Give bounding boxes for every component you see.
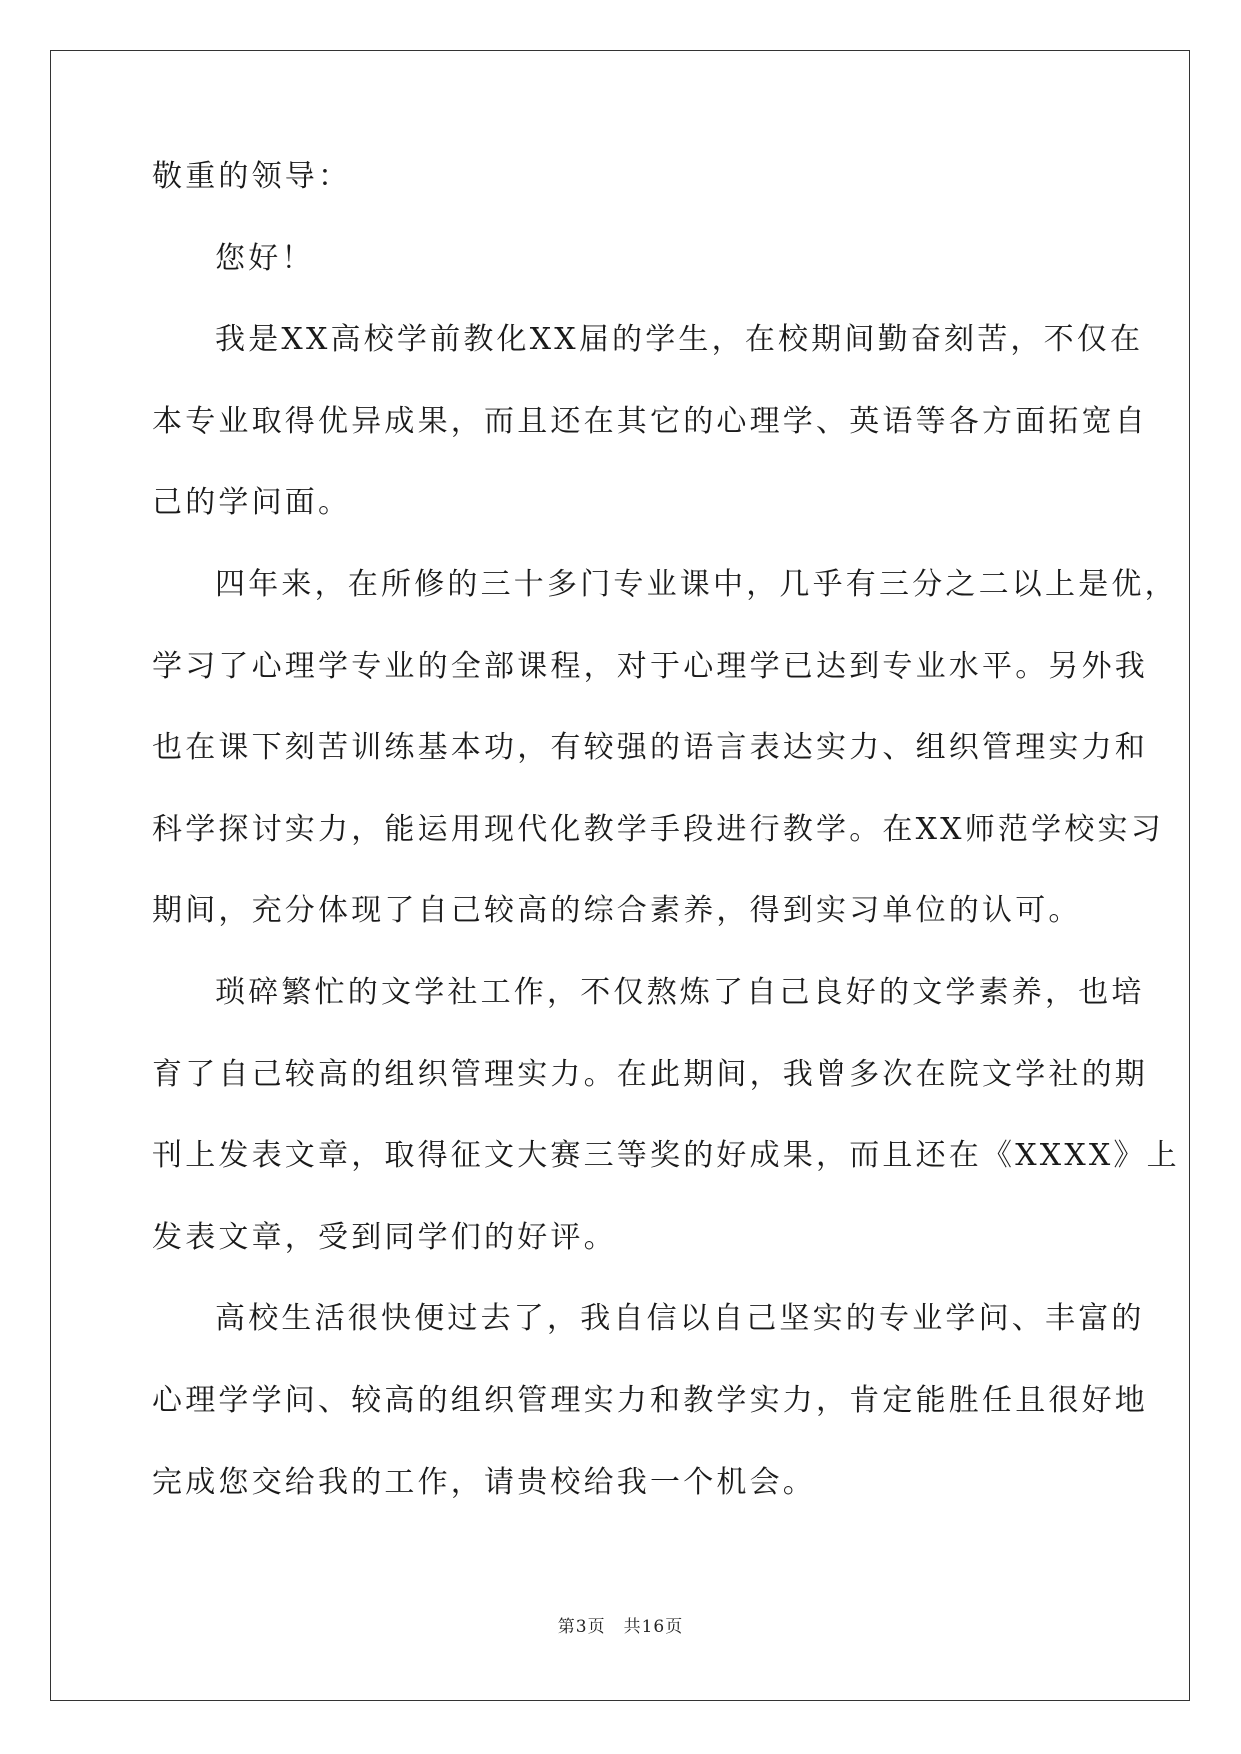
salutation: 敬重的领导： (152, 159, 352, 194)
paragraph-line: 育了自己较高的组织管理实力。在此期间，我曾多次在院文学社的期 (152, 1056, 1148, 1092)
paragraph-line: 刊上发表文章，取得征文大赛三等奖的好成果，而且还在《XXXX》上 (152, 1138, 1180, 1174)
paragraph-line: 发表文章，受到同学们的好评。 (152, 1219, 617, 1255)
paragraph-closing (152, 1301, 1148, 1500)
paragraph-line: 四年来，在所修的三十多门专业课中，几乎有三分之二以上是优， (215, 566, 1178, 602)
paragraph-line: 学习了心理学专业的全部课程，对于心理学已达到专业水平。另外我 (152, 648, 1148, 684)
paragraph-intro (152, 322, 1148, 521)
paragraph-line: 期间，充分体现了自己较高的综合素养，得到实习单位的认可。 (152, 893, 1082, 929)
paragraph-line: 也在课下刻苦训练基本功，有较强的语言表达实力、组织管理实力和 (152, 730, 1148, 766)
paragraph-line: 科学探讨实力，能运用现代化教学手段进行教学。在XX师范学校实习 (152, 811, 1164, 847)
paragraph-line: 本专业取得优异成果，而且还在其它的心理学、英语等各方面拓宽自 (152, 403, 1148, 439)
page-number: 第3页 共16页 (557, 1617, 684, 1637)
greeting: 您好！ (215, 240, 315, 276)
paragraph-line: 心理学学问、较高的组织管理实力和教学实力，肯定能胜任且很好地 (152, 1382, 1148, 1418)
paragraph-line: 完成您交给我的工作，请贵校给我一个机会。 (152, 1464, 816, 1500)
paragraph-academics (152, 566, 1178, 929)
paragraph-line: 我是XX高校学前教化XX届的学生，在校期间勤奋刻苦，不仅在 (215, 322, 1144, 358)
paragraph-line: 高校生活很快便过去了，我自信以自己坚实的专业学问、丰富的 (215, 1301, 1145, 1337)
paragraph-literary-club (152, 974, 1180, 1255)
paragraph-line: 己的学问面。 (152, 485, 352, 521)
letter-body (152, 159, 1180, 1549)
paragraph-line: 琐碎繁忙的文学社工作，不仅熬炼了自己良好的文学素养，也培 (215, 974, 1145, 1010)
